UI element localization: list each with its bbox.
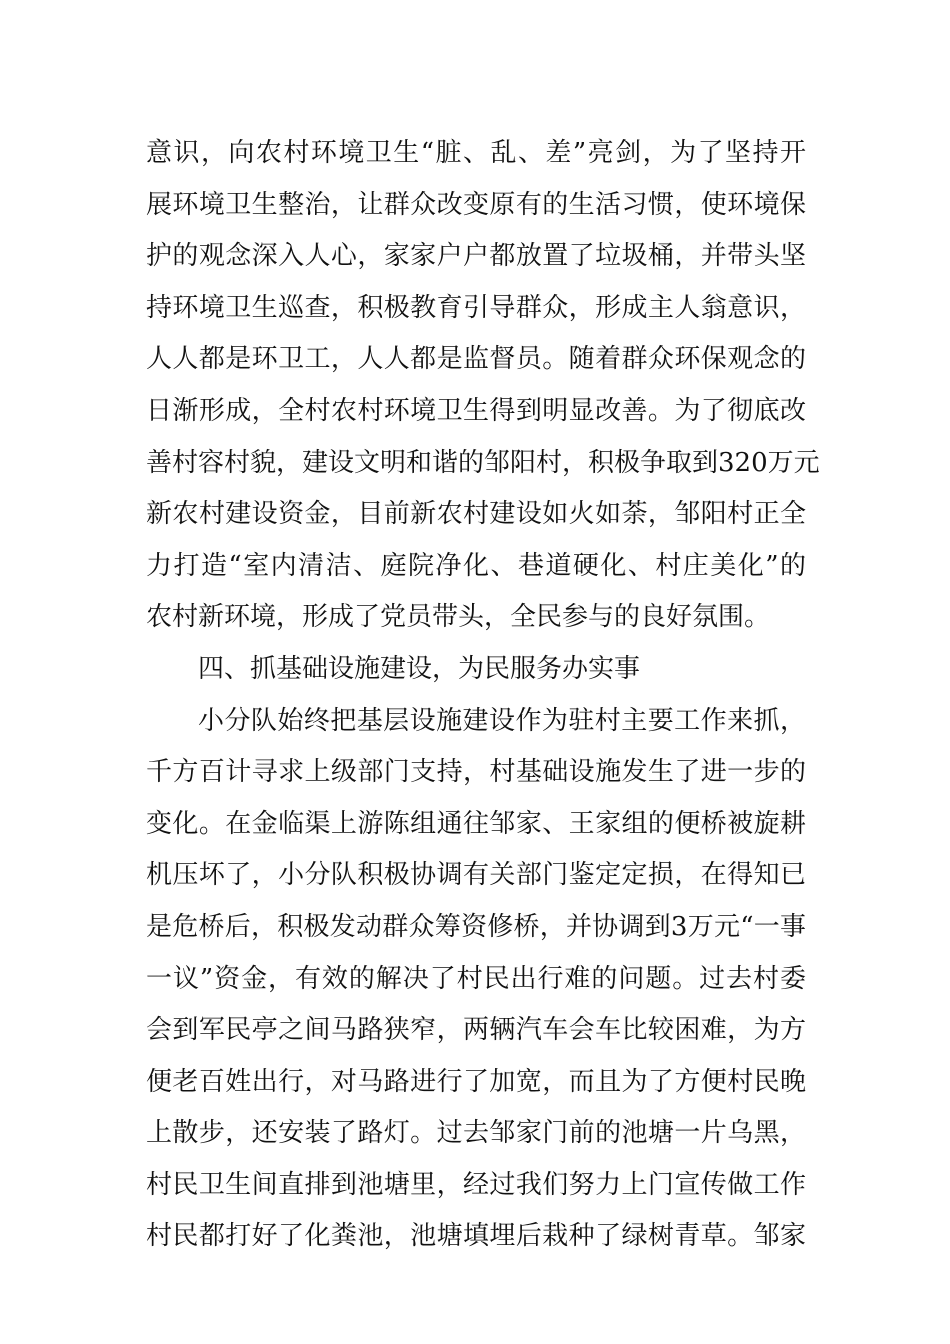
text-line: 小分队始终把基层设施建设作为驻村主要工作来抓，	[198, 705, 806, 736]
text-line: 力打造“室内清洁、庭院净化、巷道硬化、村庄美化”的	[146, 550, 806, 581]
section-heading: 四、抓基础设施建设，为民服务办实事	[198, 653, 641, 684]
text-line: 村民卫生间直排到池塘里，经过我们努力上门宣传做工作	[146, 1169, 806, 1200]
text-line: 上散步，还安装了路灯。过去邹家门前的池塘一片乌黑，	[146, 1118, 806, 1149]
text-line: 展环境卫生整治，让群众改变原有的生活习惯，使环境保	[146, 189, 806, 220]
text-line: 一议”资金，有效的解决了村民出行难的问题。过去村委	[146, 963, 806, 994]
text-line: 意识，向农村环境卫生“脏、乱、差”亮剑，为了坚持开	[146, 138, 806, 168]
text-line: 千方百计寻求上级部门支持，村基础设施发生了进一步的	[146, 757, 806, 788]
text-line: 护的观念深入人心，家家户户都放置了垃圾桶，并带头坚	[146, 241, 806, 272]
text-line: 善村容村貌，建设文明和谐的邹阳村，积极争取到320万元	[146, 447, 820, 478]
text-line: 日渐形成，全村农村环境卫生得到明显改善。为了彻底改	[146, 395, 806, 426]
text-line: 新农村建设资金，目前新农村建设如火如荼，邹阳村正全	[146, 499, 806, 530]
text-line: 便老百姓出行，对马路进行了加宽，而且为了方便村民晚	[146, 1066, 806, 1097]
text-line: 变化。在金临渠上游陈组通往邹家、王家组的便桥被旋耕	[146, 808, 806, 839]
text-line: 持环境卫生巡查，积极教育引导群众，形成主人翁意识，	[146, 292, 806, 323]
text-line: 会到军民亭之间马路狭窄，两辆汽车会车比较困难，为方	[146, 1015, 806, 1046]
text-line: 是危桥后，积极发动群众筹资修桥，并协调到3万元“一事	[146, 911, 806, 942]
text-line: 村民都打好了化粪池，池塘填埋后栽种了绿树青草。邹家	[146, 1221, 806, 1252]
text-line: 机压坏了，小分队积极协调有关部门鉴定定损，在得知已	[146, 860, 806, 891]
text-line: 人人都是环卫工，人人都是监督员。随着群众环保观念的	[146, 344, 806, 375]
body-text	[146, 128, 820, 1263]
text-line: 农村新环境，形成了党员带头，全民参与的良好氛围。	[146, 602, 771, 633]
